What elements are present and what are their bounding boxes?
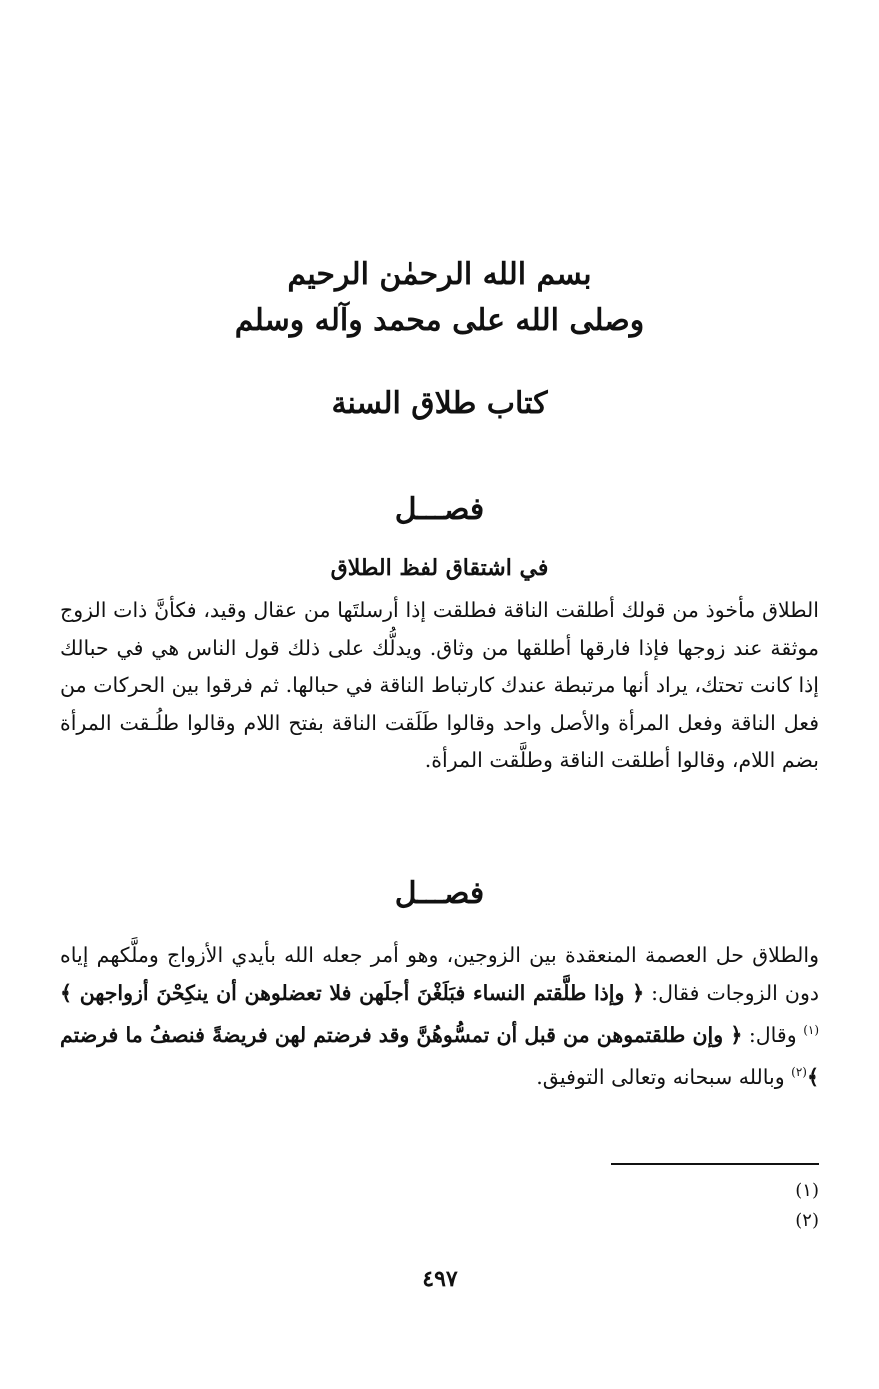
page-number: ٤٩٧ — [422, 1266, 458, 1292]
paragraph-etymology: الطلاق مأخوذ من قولك أطلقت الناقة فطلقت إذا أرسلتَها من عقال وقيد، فكأنَّ ذات الزوج موثقة عند زوجها فإذا فارقها أطلقها من وثاق. ويدلُّك على ذلك قول الناس هي في حبالك إذا كانت تحتك، يراد أنها مرتبطة عندك كارتباط الناقة في حبالها. ثم فرقوا بين الحركات من فعل الناقة وفعل المرأة والأصل واحد وقالوا طَلَقت الناقة بفتح اللام وقالوا طلُـقت المرأة بضم اللام، وقالوا أطلقت الناقة وطلَّقت المرأة. — [60, 598, 819, 772]
section-heading: فصـــل — [394, 492, 485, 527]
footnote-divider — [611, 1163, 819, 1165]
section-heading-2: فصـــل — [394, 876, 485, 911]
salawat-line: وصلى الله على محمد وآله وسلم — [234, 303, 645, 338]
paragraph-definition — [60, 937, 819, 1097]
quran-verse: ﴿ وإذا طلَّقتم النساء فبَلَغْنَ أجلَهن فلا تعضلوهن أن ينكِحْنَ أزواجهن ﴾ — [60, 980, 645, 1005]
basmala-block — [60, 252, 819, 344]
paragraph-text: والطلاق حل العصمة المنعقدة بين الزوجين، وهو أمر جعله الله بأيدي الأزواج وملَّكهم إياه دون الزوجات فقال: — [60, 943, 819, 1005]
basmala-line: بسم الله الرحمٰن الرحيم — [287, 257, 592, 292]
footnote-marker: (١) — [803, 1023, 820, 1037]
paragraph-text: وقال: — [742, 1022, 804, 1047]
footnote: (٢) — [795, 1210, 819, 1231]
book-title: كتاب طلاق السنة — [331, 386, 548, 421]
paragraph-text: وبالله سبحانه وتعالى التوفيق. — [536, 1065, 792, 1090]
footnote-marker: (٢) — [791, 1065, 807, 1080]
footnote: (١) — [795, 1180, 819, 1201]
quran-verse: ﴿ وإن طلقتموهن من قبل أن تمسُّوهُنَّ وقد فرضتم لهن فريضةً فنصفُ ما فرضتم ﴾ — [60, 1022, 819, 1090]
section-subheading: في اشتقاق لفظ الطلاق — [330, 555, 549, 581]
